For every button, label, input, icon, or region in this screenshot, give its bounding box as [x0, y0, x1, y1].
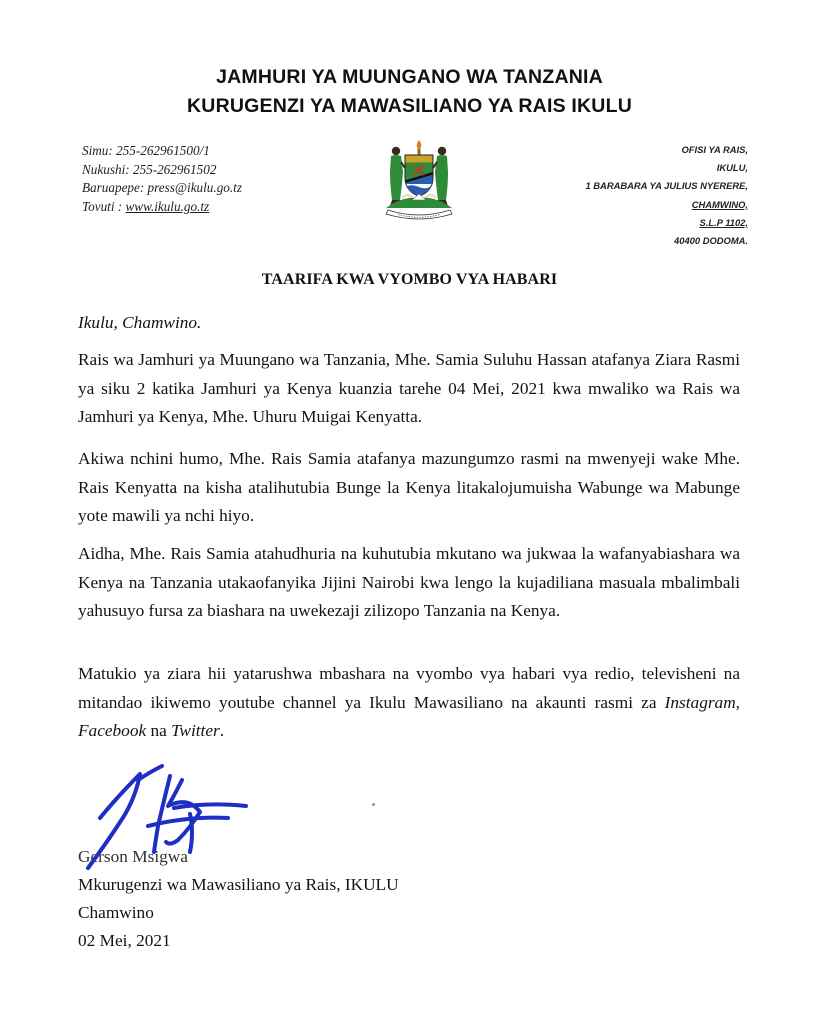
address-line: IKULU, [716, 162, 748, 174]
address-line: OFISI YA RAIS, [681, 144, 748, 155]
signatory-name: Gerson Msigwa [78, 847, 188, 866]
stray-dot [372, 803, 375, 806]
conjunction: na [146, 721, 172, 740]
signatory-location: Chamwino [78, 903, 154, 922]
twitter-mention: Twitter [171, 721, 220, 740]
address-line: CHAMWINO, [691, 198, 748, 210]
contact-block [82, 142, 242, 216]
address-line: 40400 DODOMA. [674, 235, 748, 247]
paragraph-2: Akiwa nchini humo, Mhe. Rais Samia atafanya mazungumzo rasmi na mwenyeji wake Mhe. Rais Kenyatta na kisha atalihutubia Bunge la Kenya litakalojumuisha Wabunge wa Mabunge yote mawili ya nchi hiyo. [78, 449, 740, 525]
paragraph-4-text: Matukio ya ziara hii yatarushwa mbashara na vyombo vya habari vya redio, televisheni na mitandao ikiwemo youtube channel ya Ikulu Mawasiliano na akaunti rasmi za [78, 664, 740, 712]
address-line: S.L.P 1102, [699, 216, 748, 228]
document-title: TAARIFA KWA VYOMBO VYA HABARI [261, 271, 558, 288]
facebook-mention: Facebook [78, 721, 147, 740]
phone-number: Simu: 255-262961500/1 [82, 143, 210, 158]
header-line-1: JAMHURI YA MUUNGANO WA TANZANIA [216, 66, 603, 88]
handwritten-signature [78, 756, 278, 876]
website-label: Tovuti : [82, 198, 126, 214]
release-date: 02 Mei, 2021 [78, 931, 171, 950]
coat-of-arms-emblem [372, 134, 466, 220]
paragraph-3: Aidha, Mhe. Rais Samia atahudhuria na kuhutubia mkutano wa jukwaa la wafanyabiashara wa Kenya na Tanzania utakaofanyika Jijini Nairobi kwa lengo la kujadiliana masuala mbalimbali yahusuyo fursa za biashara na uwekezaji zilizopo Tanzania na Kenya. [78, 544, 740, 620]
email-address: Baruapepe: press@ikulu.go.tz [82, 180, 242, 195]
period: . [219, 721, 225, 740]
instagram-mention: Instagram, [664, 692, 740, 712]
address-block [585, 141, 748, 250]
address-line: 1 BARABARA YA JULIUS NYERERE, [585, 180, 748, 192]
header-line-2: KURUGENZI YA MAWASILIANO YA RAIS IKULU [187, 95, 632, 117]
paragraph-1: Rais wa Jamhuri ya Muungano wa Tanzania, Mhe. Samia Suluhu Hassan atafanya Ziara Rasmi ya siku 2 katika Jamhuri ya Kenya kuanzia tarehe 04 Mei, 2021 kwa mwaliko wa Rais wa Jamhuri ya Kenya, Mhe. Uhuru Muigai Kenyatta. [78, 350, 740, 426]
website-link[interactable]: www.ikulu.go.tz [125, 198, 210, 214]
paragraph-4 [78, 660, 740, 746]
place-line: Ikulu, Chamwino. [78, 313, 202, 332]
website-row [82, 198, 242, 217]
fax-number: Nukushi: 255-262961502 [82, 161, 217, 177]
signatory-title: Mkurugenzi wa Mawasiliano ya Rais, IKULU [78, 875, 399, 894]
